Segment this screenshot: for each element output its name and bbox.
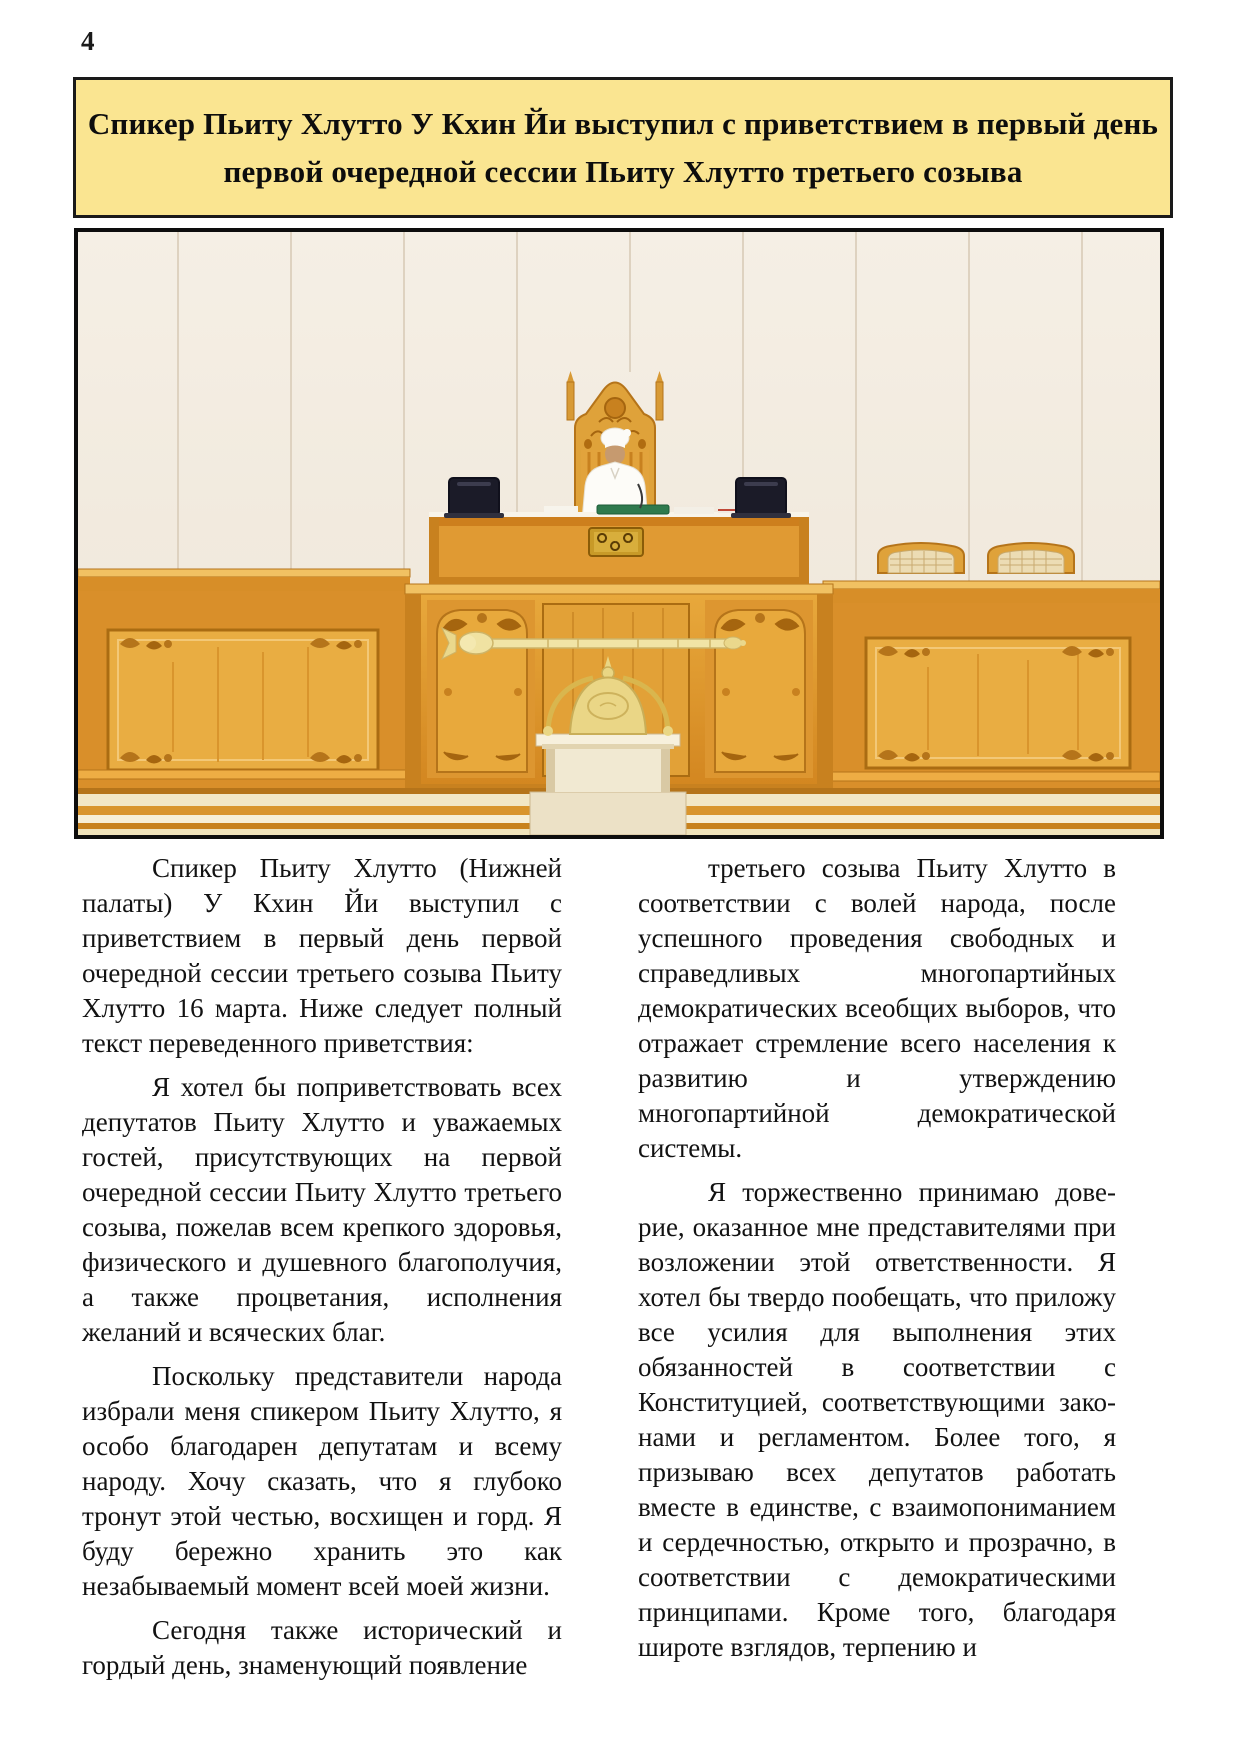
- parliament-photo: [78, 232, 1160, 835]
- left-side-desk: [78, 569, 410, 791]
- headline-line-2: первой очередной сессии Пьиту Хлутто третьего созыва: [223, 153, 1023, 189]
- nameplate: [597, 505, 669, 514]
- paragraph: Сегодня также исторический и гордый день, знаменующий появление: [82, 1615, 562, 1680]
- article-column-left: [82, 851, 562, 1692]
- parliament-photo-frame: [74, 228, 1164, 839]
- desk-plaque: [589, 528, 643, 556]
- paragraph: Спикер Пьиту Хлутто (Нижней палаты) У Кхин Йи выступил с приветствием в первый день первой очередной сессии третьего созыва Пьиту Хлутто 16 марта. Ниже следует полный текст переведенного приветствия:: [82, 853, 562, 1058]
- mace-pedestal: [530, 734, 686, 835]
- laptop-right: [731, 478, 791, 518]
- laptop-left: [444, 478, 504, 518]
- headline-line-1: Спикер Пьиту Хлутто У Кхин Йи выступил с приветствием в первый день: [87, 105, 1159, 141]
- right-side-desk: [823, 581, 1160, 793]
- article-column-right: [638, 851, 1116, 1692]
- headline-banner: [73, 77, 1173, 218]
- article-body: [82, 851, 1116, 1692]
- paragraph: Поскольку представители народа избрали меня спикером Пьиту Хлутто, я особо благодарен депутатам и всему народу. Хочу сказать, что я глубоко тронут этой честью, восхищен и горд. Я буду бережно хранить это как незабываемый момент всей моей жизни.: [82, 1361, 562, 1601]
- paragraph: Я хотел бы поприветствовать всех депутатов Пьиту Хлутто и уважаемых гостей, присутствующих на первой очередной сессии Пьиту Хлутто третьего созыва, пожелав всем крепкого здоровья, физического и душевного благополучия, а также процветания, исполнения желаний и всяческих благ.: [82, 1072, 562, 1347]
- paragraph: третьего созыва Пьиту Хлутто в соответствии с волей народа, после успешного проведения свободных и справедливых многопартийных демократических всеобщих выборов, что отражает стремление всего населения к развитию и утверждению многопартийной демократической системы.: [638, 853, 1116, 1163]
- page-number: 4: [81, 26, 95, 56]
- paragraph: Я торжественно принимаю дове-рие, оказанное мне представителями при возложении этой ответственности. Я хотел бы твердо пообещать, что приложу все усилия для выполнения этих обязанностей в соответствии с Конституцией, соответствующими зако-нами и регламентом. Более того, я призываю всех депутатов работать вместе в единстве, с взаимопониманием и сердечностью, открыто и прозрачно, в соответствии с демократическими принципами. Кроме того, благодаря широте взглядов, терпению и: [638, 1177, 1116, 1662]
